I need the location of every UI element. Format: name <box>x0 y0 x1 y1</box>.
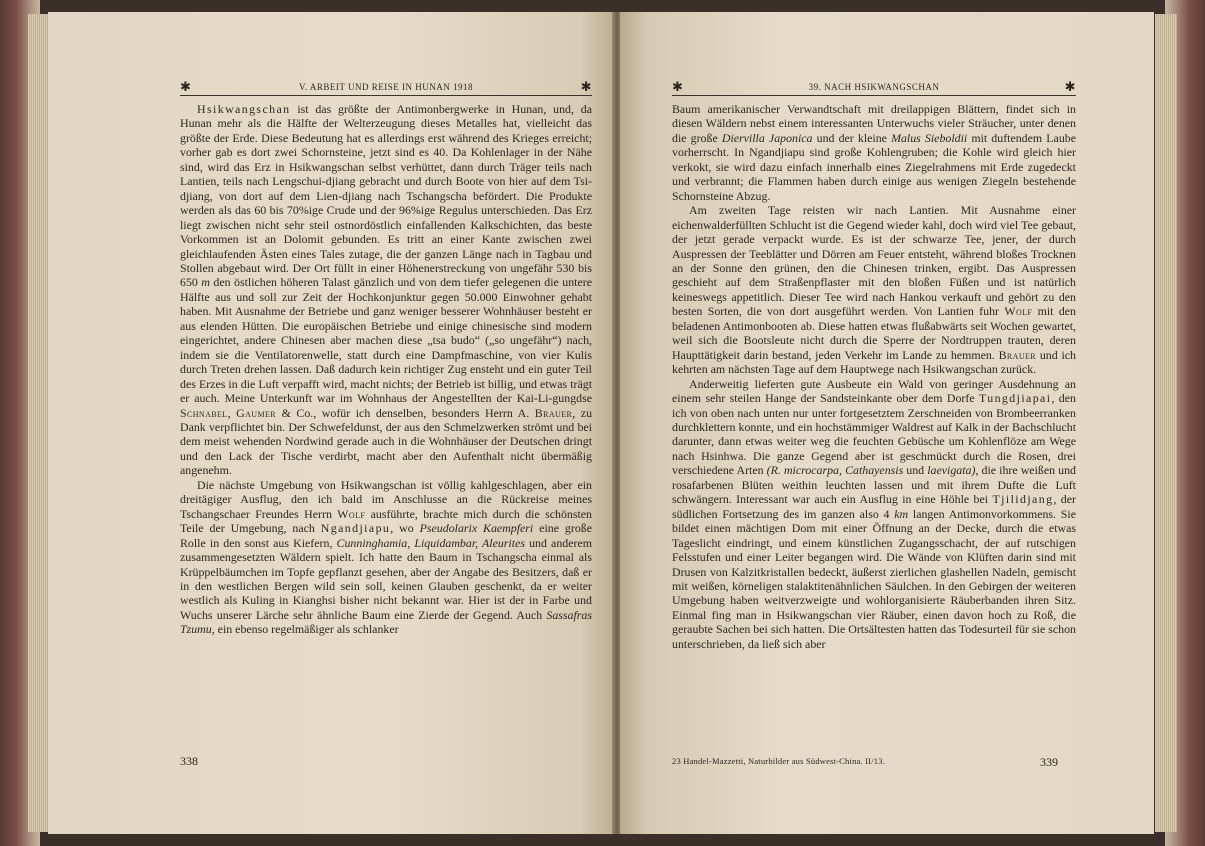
left-body-text <box>180 102 592 637</box>
person-name: Gaumer <box>236 405 277 420</box>
italic-term: Malus Sieboldii <box>891 130 968 145</box>
paragraph: Anderweitig lieferten gute Ausbeute ein Wald von geringer Ausdehnung an einem sehr steilen Hange der Sandsteinkante ober dem Dorfe Tungdjiapai, den ich von oben nach unten nur unter fortgesetztem Zerschneiden von Brombeerranken durchklettern konnte, und ein hochstämmiger Waldrest auf Kalk in der Bachschlucht darunter, dann etwas weiter weg die feuchten Gebüsche um Kohlenflöze am Wege nach Hsinhwa. Die ganze Gegend aber ist geschmückt durch die Rosen, drei verschiedene Arten (R. microcarpa, Cathayensis und laevigata), die ihre weißen und rosafarbenen Blüten weithin leuchten lassen und mit ihrem Dufte die Luft schwängern. Interessant war auch ein Ausflug in eine Höhle bei Tjilidjang, der südlichen Fortsetzung des im ganzen also 4 km langen Antimonvorkommens. Sie bildet einen mächtigen Dom mit einer Öffnung an der Decke, durch die etwas Tageslicht eindringt, und einem künstlichen Zugangsschacht, der auf rutschigen Felsstufen und einer Leiter begangen wird. Die Wände von Klüften darin sind mit Drusen von Kalzitkristallen bedeckt, äußerst zierlichen glashellen Nadeln, gemischt mit weißen, körneligen stalaktitenähnlichen Säulchen. In den Gebirgen der weiteren Umgebung haben weitverzweigte und wohlorganisierte Räuberbanden ihren Sitz. Einmal fing man in Hsikwangschan vier Räuber, einen davon hoch zu Roß, die geraubte Sachen bei sich hatten. Die Ortsältesten hatten das Todesurteil für sie schon unterschrieben, da ließ sich aber <box>672 376 1076 651</box>
paragraph: Am zweiten Tage reisten wir nach Lantien. Mit Ausnahme einer eichenwalderfüllten Schlucht ist die Gegend wieder kahl, doch wird viel Tee gebaut, der jetzt gerade verpackt wurde. Es ist der schwarze Tee, jener, der durch Auspressen der Teeblätter und Dörren am Feuer entsteht, während bloßes Trocknen an der Sonne den grünen, den die Chinesen trinken, ergibt. Das Auspressen geschieht auf dem Straßenpflaster mit den bloßen Füßen und ist natürlich keineswegs appetitlich. Dieser Tee wird nach Hankou verkauft und gehört zu den besten Sorten, die von dort ausgeführt werden. Von Lantien fuhr Wolf mit den beladenen Antimonbooten ab. Diese hatten etwas flußabwärts seit Wochen gewartet, weil sich die Bootsleute nicht durch die Sperre der Nordtruppen trauten, deren Haupttätigkeit darin bestand, jeden Verkehr im Lande zu hemmen. Brauer und ich kehrten am nächsten Tage auf dem Hauptwege nach Hsikwangschan zurück. <box>672 203 1077 377</box>
person-name: Wolf <box>1004 304 1033 319</box>
paragraph: Die nächste Umgebung von Hsikwangschan ist völlig kahlgeschlagen, aber ein dreitägiger Ausflug, den ich bald im Anschlusse an die Rückreise meines Tschangschaer Freundes Herrn Wolf ausführte, brachte mich durch die schönsten Teile der Umgebung, nach Ngandjiapu, wo Pseudolarix Kaempferi eine große Rolle in den sonst aus Kiefern, Cunninghamia, Liquidambar, Aleurites und anderem zusammengesetzten Wäldern spielt. Ich hatte den Baum in Tschangscha einmal als Krüppelbäumchen im Topfe gepflanzt gesehen, aber der Angabe des Besitzers, daß er in den westlichen Bergen wild sein soll, keinen Glauben geschenkt, da er weiter westlich als Kuling in Kianghsi bisher nicht bekannt war. Hier ist der in Farbe und Wuchs unserer Lärche sehr ähnliche Baum eine Zierde der Gegend. Auch Sassafras Tzumu, ein ebenso regelmäßiger als schlanker <box>180 477 592 637</box>
italic-term: Diervilla Japonica <box>721 130 813 145</box>
person-name: Brauer <box>998 347 1037 362</box>
header-star-right-icon: ✱ <box>1064 79 1076 94</box>
italic-term: laevigata) <box>927 463 976 478</box>
running-header-left <box>180 80 592 98</box>
running-header-title: 39. NACH HSIKWANGSCHAN <box>808 82 940 92</box>
header-star-left-icon: ✱ <box>672 79 684 94</box>
place-name: Tungdjiapai <box>979 391 1052 406</box>
left-page <box>48 12 614 834</box>
italic-term: Cunninghamia, Liquidambar, Aleurites <box>336 535 525 550</box>
person-name: Wolf <box>337 506 366 521</box>
person-name: Schnabel <box>180 405 228 420</box>
italic-term: (R. microcarpa, Cathayensis <box>766 463 904 478</box>
italic-term: km <box>894 506 909 521</box>
page-edges-right <box>1155 14 1177 832</box>
page-edges-left <box>28 14 50 832</box>
header-star-left-icon: ✱ <box>180 79 192 94</box>
footnote: 23 Handel-Mazzetti, Naturbilder aus Südwest-China. II/13. <box>672 756 885 766</box>
place-name: Ngandjiapu <box>320 521 391 536</box>
place-name: Hsikwangschan <box>197 102 291 116</box>
place-name: Tjilidjang <box>992 492 1054 507</box>
italic-term: Sassafras Tzumu <box>180 607 592 637</box>
page-number-right: 339 <box>1040 755 1058 769</box>
running-header-right <box>672 80 1076 98</box>
running-header-title: V. ARBEIT UND REISE IN HUNAN 1918 <box>299 82 473 92</box>
italic-term: Pseudolarix Kaempferi <box>419 521 534 536</box>
header-rule <box>672 95 1076 96</box>
header-rule <box>180 95 592 96</box>
page-number-left: 338 <box>180 754 198 768</box>
right-body-text <box>672 102 1076 651</box>
header-star-right-icon: ✱ <box>580 79 592 94</box>
person-name: Brauer <box>534 405 573 420</box>
paragraph: Hsikwangschan ist das größte der Antimonbergwerke in Hunan, und, da Hunan mehr als die Hälfte der Welterzeugung dieses Metalles hat, vielleicht das größte der Erde. Diese Bedeutung hat es allerdings erst während des Krieges erreicht; vorher gab es dort zwei Schornsteine, jetzt sind es 40. Da Kohlenlager in der Nähe sind, wird das Erz in Hsikwangschan selbst verhüttet, dann durch Träger teils nach Lantien, teils nach Lengschui-djiang gebracht und durch Boote von hier auf dem Tsi-djiang, von dort auf dem Lien-djiang nach Tschangscha befördert. Die Produkte werden als das 60 bis 70%ige Crude und der 96%ige Regulus unterschieden. Das Erz liegt zwischen nicht sehr steil ostnordöstlich einfallenden Kalkschichten, das beste Vorkommen ist an Dolomit gebunden. Es tritt an einer Kante zwischen zwei gleichlaufenden Ästen eines Tales zutage, die der ganzen Länge nach in Tagbau und Stollen abgebaut wird. Der Ort füllt in einer Höhenerstreckung von ungefähr 530 bis 650 m den östlichen höheren Talast gänzlich und von dem tiefer gelegenen die untere Hälfte aus und soll zur Zeit der Hochkonjunktur gegen 50.000 Einwohner gehabt haben. Mit Ausnahme der Betriebe und ganz weniger besserer Wohnhäuser besteht er aus elenden Hütten. Die europäischen Betriebe und einige chinesische sind modern eingerichtet, andere Chinesen aber machen diese „tsa budo“ („so ungefähr“) nach, indem sie die Ventilatorenwelle, statt durch eine Dampfmaschine, von vier Kulis durch Treten drehen lassen. Daß dadurch kein richtiger Zug ensteht und ein guter Teil des Erzes in die Luft verpafft wird, macht nichts; der Betrieb ist billig, und etwas trägt er auch. Meine Unterkunft war im Wohnhaus der Angestellten der Kai-Li-gungdse Schnabel, Gaumer & Co., wofür ich denselben, besonders Herrn A. Brauer, zu Dank verpflichtet bin. Der Schwefeldunst, der aus den Schmelzwerken strömt und bei dem meist wehenden Nordwind gerade auch in die Wohnhäuser der Deutschen dringt und den Lack der Tische verdirbt, macht aber den Aufenthalt nicht übermäßig angenehm. <box>180 102 593 478</box>
paragraph: Baum amerikanischer Verwandtschaft mit dreilappigen Blättern, findet sich in diesen Wäldern nebst einem interessanten Unterwuchs vieler Sträucher, unter denen die große Diervilla Japonica und der kleine Malus Sieboldii mit duftendem Laube vorherrscht. In Ngandjiapu sind große Kohlengruben; die Kohle wird gleich hier verkokt, sie wird dazu einfach innerhalb eines Ziegelrahmens mit Erde zugedeckt und verbrannt; die Flammen haben durch einige aus wenigen Ziegeln bestehende Schornsteine Abzug. <box>672 102 1076 203</box>
italic-term: m <box>201 275 210 290</box>
right-page <box>620 12 1154 834</box>
